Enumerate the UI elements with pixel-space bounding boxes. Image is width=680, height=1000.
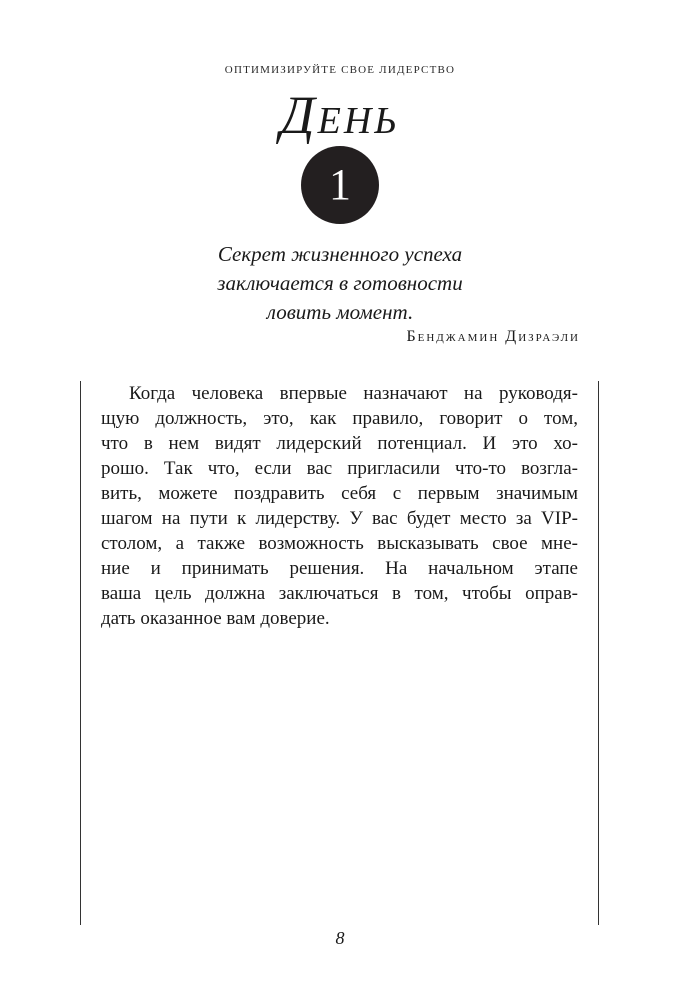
right-margin-rule bbox=[598, 381, 599, 925]
body-line: шагом на пути к лидерству. У вас будет место за VIP- bbox=[101, 508, 578, 529]
left-margin-rule bbox=[80, 381, 81, 925]
body-line: ваша цель должна заключаться в том, чтобы оправ- bbox=[101, 583, 578, 604]
body-line: дать оказанное вам доверие. bbox=[101, 608, 330, 629]
body-line: столом, а также возможность высказывать свое мне- bbox=[101, 533, 578, 554]
body-line: рошо. Так что, если вас пригласили что-то возгла- bbox=[101, 458, 578, 479]
body-line: что в нем видят лидерский потенциал. И это хо- bbox=[101, 433, 578, 454]
page-number: 8 bbox=[335, 928, 345, 948]
epigraph-line: Секрет жизненного успеха bbox=[217, 242, 463, 266]
body-line: Когда человека впервые назначают на руководя- bbox=[129, 383, 578, 404]
day-number-badge: 1 bbox=[301, 146, 379, 224]
epigraph-line: заключается в готовности bbox=[217, 271, 463, 295]
body-paragraph bbox=[101, 381, 578, 631]
day-title: День bbox=[280, 85, 400, 145]
body-line: вить, можете поздравить себя с первым значимым bbox=[101, 483, 578, 504]
epigraph-line: ловить момент. bbox=[266, 300, 414, 324]
body-line: щую должность, это, как правило, говорит о том, bbox=[101, 408, 578, 429]
running-head: ОПТИМИЗИРУЙТЕ СВОЕ ЛИДЕРСТВО bbox=[224, 64, 456, 76]
epigraph-author: Бенджамин Дизраэли bbox=[406, 328, 580, 345]
epigraph-quote bbox=[150, 240, 530, 327]
body-line: ние и принимать решения. На начальном этапе bbox=[101, 558, 578, 579]
